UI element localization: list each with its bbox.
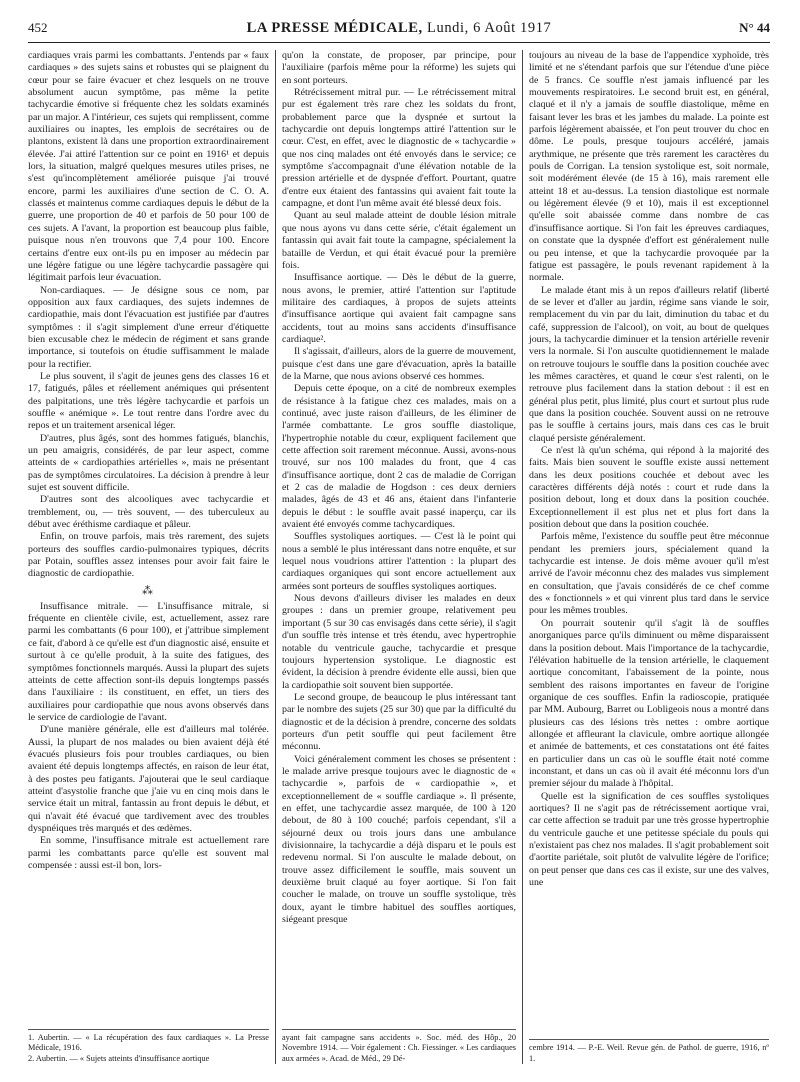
paragraph: Depuis cette époque, on a cité de nombreux exemples de résistance à la fatigue chez ces malades, mais on a continué, avec juste raison d'ailleurs, de les éliminer de l'armée combattante. Le gros souffle diastolique, l'hypertrophie notable du cœur, expliquent facilement que cette affection soit rarement méconnue. Aussi, avons-nous trouvé, sur nos 100 malades du front, que 4 cas d'insuffisance aortique, dont 2 cas de maladie de Corrigan et 2 cas de maladie de Hogdson : ces deux derniers malades, âgés de 43 et 46 ans, étaient dans l'infanterie depuis le début : le souffle avait passé inaperçu, car ils avaient été envoyés comme tachycardiques. [282, 383, 516, 531]
column-1-text [28, 50, 269, 872]
issue-date: Lundi, 6 Août 1917 [427, 20, 552, 36]
footnote: 2. Aubertin. — « Sujets atteints d'insuffisance aortique [28, 1053, 210, 1063]
column-2 [275, 50, 522, 1064]
paragraph: Le malade étant mis à un repos d'ailleurs relatif (liberté de se lever et d'aller au jardin, régime sans viande le soir, remplacement du vin par du lait, diminution du tabac et du café, suppression de l'alcool), on voit, au bout de quelques jours, la tachycardie diminuer et la tension artérielle revenir vers la normale. Si l'on ausculte quotidiennement le malade on retrouve toujours le souffle dans la position couchée avec les mêmes caractères, et quand le cœur s'est ralenti, on le retrouve plus facilement dans la station debout : il est en général plus petit, plus limité, plus court et surtout plus rude que dans la position couchée. Souvent aussi on ne retrouve pas le souffle à certains jours, mais dans ces cas le bruit claqué persiste généralement. [529, 284, 769, 444]
section-separator: ⁂ [142, 584, 155, 597]
page-number: 452 [28, 20, 48, 35]
paragraph: On pourrait soutenir qu'il s'agit là de souffles anorganiques parce qu'ils diminuent ou même disparaissent dans la position debout. Mais l'importance de la tachycardie, l'élévation habituelle de la tension artérielle, le claquement aortique concomitant, l'abaissement de la pointe, nous semblent des raisons importantes en faveur de l'origine organique de ces souffles. Enfin la radioscopie, pratiquée par MM. Aubourg, Barret ou Lobligeois nous a montré dans plusieurs cas des lésions très nettes : ombre aortique allongée et affleurant la clavicule, ombre aortique allongée et animée de battements, et ces constatations ont été faites en particulier dans un cas où le souffle était noté comme inconstant, et dans un cas où il avait été méconnu lors d'un premier séjour du malade à l'hôpital. [529, 617, 769, 790]
paragraph: Souffles systoliques aortiques. — C'est là le point qui nous a semblé le plus intéressant dans notre enquête, et sur lequel nous voudrions attirer l'attention : la plupart des cardiaques organiques qui sont encore actuellement aux armées sont porteurs de souffles systoliques aortiques. [282, 531, 516, 592]
paragraph: En somme, l'insuffisance mitrale est actuellement rare parmi les combattants parce qu'elle est souvent mal compensée : aussi est-il bon, lors- [28, 835, 269, 871]
paragraph: Nous devons d'ailleurs diviser les malades en deux groupes : dans un premier groupe, relativement peu important (5 sur 30 cas envisagés dans cette série), il s'agit d'un souffle très intense et très étendu, avec hypertrophie notable du ventricule gauche, tachycardie et presque toujours hypertension systolique. Le diagnostic est évident, la décision à prendre évidente elle aussi, bien que la cardiopathie soit souvent bien supportée. [282, 593, 516, 691]
paragraph: D'autres, plus âgés, sont des hommes fatigués, blanchis, un peu amaigris, considérés, de par leur aspect, comme atteints de « cardiopathies artérielles », mais ne présentant pas de symptômes circulatoires. La décision à prendre à leur sujet est souvent difficile. [28, 432, 269, 494]
paragraph: Insuffisance mitrale. — L'insuffisance mitrale, si fréquente en clientèle civile, est, actuellement, assez rare parmi les combattants (6 pour 100), et j'attribue simplement ce fait, d'abord à ce qu'elle est d'un diagnostic aisé, ensuite et surtout à ce qu'elle produit, à la suite des fatigues, des symptômes fonctionnels marqués. Aussi la plupart des sujets atteints de cette affection sont-ils depuis longtemps passés dans l'auxiliaire : ils constituent, en effet, un tiers des auxiliaires pour cardiopathie que nous avons observés dans le service de cardiologie de l'avant. [28, 600, 269, 723]
paragraph: Rétrécissement mitral pur. — Le rétrécissement mitral pur est également très rare chez les soldats du front, probablement parce que la dyspnée et surtout la tachycardie ont depuis longtemps attiré l'attention sur le cœur. C'est, en effet, avec le diagnostic de « tachycardie » que nos cinq malades ont été envoyés dans le service; ce symptôme s'accompagnait d'une élévation notable de la pression artérielle et de dyspnée d'effort. Pourtant, quatre d'entre eux étaient des fantassins qui avaient fait toute la campagne, et dont l'un même avait été blessé deux fois. [282, 87, 516, 210]
columns [28, 50, 770, 1064]
paragraph: Ce n'est là qu'un schéma, qui répond à la majorité des faits. Mais bien souvent le souffle existe aussi nettement dans les deux positions couchée et debout avec les caractères différents déjà notés : court et rude dans la position debout, long et doux dans la position couchée. Exceptionnellement il est plus net et plus fort dans la position debout que dans la position couchée. [529, 445, 769, 531]
paragraph: Voici généralement comment les choses se présentent : le malade arrive presque toujours avec le diagnostic de « tachycardie », parfois de « cardiopathie », et exceptionnellement de « souffle cardiaque ». Il présente, en effet, une tachycardie assez marquée, de 100 à 120 debout, de 80 à 100 couché; parfois cependant, s'il a séjourné deux ou trois jours dans une ambulance divisionnaire, la tachycardie a déjà disparu et le pouls est redevenu normal. Si l'on ausculte le malade debout, on trouve assez difficilement le souffle, mais souvent un deuxième bruit claqué au foyer aortique. Si l'on fait coucher le malade, on trouve un souffle systolique, très doux, ayant le timbre habituel des souffles aortiques, siégeant presque [282, 753, 516, 926]
journal-name: LA PRESSE MÉDICALE, [246, 20, 423, 36]
paragraph: cardiaques vrais parmi les combattants. J'entends par « faux cardiaques » des sujets sains et robustes qui se plaignent du cœur pour se faire évacuer et chez lesquels on ne trouve absolument aucun symptôme, pas même la petite tachycardie émotive si fréquente chez les soldats examinés par un major. A l'intérieur, ces sujets qui remplissent, comme auxiliaires ou inaptes, les emplois de secrétaires ou de plantons, existent là dans une proportion extraordinairement élevée. J'ai attiré l'attention sur ce point en 1916¹ et depuis lors, la situation, malgré quelques mesures utiles prises, ne s'est qu'incomplètement améliorée puisque j'ai trouvé encore, parmi les auxiliaires d'une section de C. O. A. classés et maintenus comme cardiaques depuis le début de la guerre, une proportion de 40 et parfois de 50 pour 100 de ces sujets. A l'avant, la proportion est beaucoup plus faible, puisque nous n'en trouvons que 7,4 pour 100. Encore certains d'entre eux ont-ils pu en imposer au médecin par une légère fatigue ou une légère tachycardie passagère qui légitimait parfois leur évacuation. [28, 50, 269, 284]
paragraph: Quant au seul malade atteint de double lésion mitrale que nous ayons vu dans cette série, c'était également un fantassin qui avait fait toute la campagne, spécialement la bataille de Verdun, et qui était évacué pour la première fois. [282, 210, 516, 271]
footnote: 1. Aubertin. — « La récupération des faux cardiaques ». La Presse Médicale, 1916. [28, 1032, 269, 1052]
paragraph: Enfin, on trouve parfois, mais très rarement, des sujets porteurs des souffles cardio-pulmonaires typiques, décrits par Potain, souffles assez intenses pour avoir fait faire le diagnostic de cardiopathie. [28, 531, 269, 580]
footnote: ayant fait campagne sans accidents ». Soc. méd. des Hôp., 20 Novembre 1914. — Voir également : Ch. Fiessinger. « Les cardiaques aux armées ». Acad. de Méd., 29 Dé- [282, 1032, 516, 1063]
paragraph: D'une manière générale, elle est d'ailleurs mal tolérée. Aussi, la plupart de nos malades ou bien avaient déjà été évacués plusieurs fois pour troubles cardiaques, ou bien avaient été depuis longtemps affectés, en raison de leur état, à des postes peu fatigants. J'ajouterai que le seul cardiaque atteint d'asystolie franche que j'aie vu en cinq mois dans le service était un mitral, fantassin au front depuis le début, et qui n'avait été évacué que tardivement avec des troubles dyspnéiques très marqués et des œdèmes. [28, 724, 269, 834]
column-3 [522, 50, 769, 1064]
footnote: cembre 1914. — P.-E. Weil. Revue gén. de Pathol. de guerre, 1916, nº 1. [529, 1043, 769, 1063]
paragraph: D'autres sont des alcooliques avec tachycardie et tremblement, ou, — très souvent, — des tuberculeux au début avec éréthisme cardiaque et pâleur. [28, 494, 269, 531]
column-1 [28, 50, 275, 1064]
paragraph: Insuffisance aortique. — Dès le début de la guerre, nous avons, le premier, attiré l'attention sur l'aptitude militaire des cardiaques, à propos de sujets atteints d'insuffisance aortique qui avaient fait campagne sans accidents, tout au moins sans accidents d'insuffisance cardiaque². [282, 272, 516, 345]
paragraph: Non-cardiaques. — Je désigne sous ce nom, par opposition aux faux cardiaques, des sujets indemnes de cardiopathie, mais dont l'évacuation est justifiée par d'autres symptômes : il s'agit simplement d'une erreur d'étiquette bien excusable chez le médecin de régiment et sans grande importance, si toutefois on étudie suffisamment le malade pour la rectifier. [28, 284, 269, 370]
paragraph: Le plus souvent, il s'agit de jeunes gens des classes 16 et 17, fatigués, pâles et réellement anémiques qui présentent des palpitations, une très légère tachycardie et parfois un souffle « anémique ». Le tout rentre dans l'ordre avec du repos et un traitement arsenical léger. [28, 370, 269, 432]
paragraph: toujours au niveau de la base de l'appendice xyphoïde, très limité et ne s'étendant parfois que sur l'étendue d'une pièce de 5 francs. Ce souffle n'est jamais influencé par les mouvements respiratoires. Le second bruit est, en général, claqué et il n'y a jamais de souffle diastolique, même en faisant lever les bras et les jambes du malade. La pointe est parfois légèrement abaissée, et l'on peut trouver du choc en dôme. Le pouls, presque toujours accéléré, jamais arythmique, ne présente que très rarement les caractères du pouls de Corrigan. La tension systolique est, soit normale, soit modérément élevée (de 15 à 16), mais rarement elle atteint 18 et au-dessus. La tension diastolique est normale ou légèrement élevée (9 et 10), mais il est exceptionnel qu'elle soit abaissée comme dans nombre de cas d'insuffisance aortique. Si l'on fait les épreuves cardiaques, on constate que la dyspnée d'effort est généralement nulle ou peu intense, et que la tachycardie provoquée par la fatigue est passagère, le pouls revenant rapidement à la normale. [529, 50, 769, 284]
footnotes [28, 1029, 269, 1065]
issue-number: N° 44 [739, 20, 770, 35]
footnotes [282, 1029, 516, 1065]
paragraph: Quelle est la signification de ces souffles systoliques aortiques? Il ne s'agit pas de rétrécissement aortique vrai, car cette affection se traduit par une très grosse hypertrophie du ventricule gauche et une petitesse spéciale du pouls qui n'existaient pas chez nos malades. Il s'agit probablement soit d'aortite pariétale, soit plutôt de valvulite légère de l'orifice; on peut penser que dans ces cas il existe, sur une des valves, une [529, 790, 769, 889]
paragraph: qu'on la constate, de proposer, par principe, pour l'auxiliaire (parfois même pour la réforme) les sujets qui en sont porteurs. [282, 50, 516, 86]
journal-title [148, 20, 650, 37]
column-3-text [529, 50, 769, 889]
column-2-text [282, 50, 516, 926]
page-header [28, 20, 770, 43]
paragraph: Parfois même, l'existence du souffle peut être méconnue pendant les premiers jours, spécialement quand la tachycardie est intense. Je dois même avouer qu'il m'est arrivé de l'avoir méconnu chez des malades vus simplement en consultation, que j'avais considérés de ce chef comme des « fonctionnels » et qui vinrent plus tard dans le service pour les mêmes troubles. [529, 531, 769, 617]
paragraph: Le second groupe, de beaucoup le plus intéressant tant par le nombre des sujets (25 sur 30) que par la difficulté du diagnostic et de la décision à prendre, concerne des soldats porteurs d'un petit souffle qui peut facilement être méconnu. [282, 691, 516, 753]
footnotes [529, 1039, 769, 1064]
paragraph: Il s'agissait, d'ailleurs, alors de la guerre de mouvement, puisque c'est dans une gare d'évacuation, après la bataille de la Marne, que nous avions observé ces hommes. [282, 346, 516, 382]
